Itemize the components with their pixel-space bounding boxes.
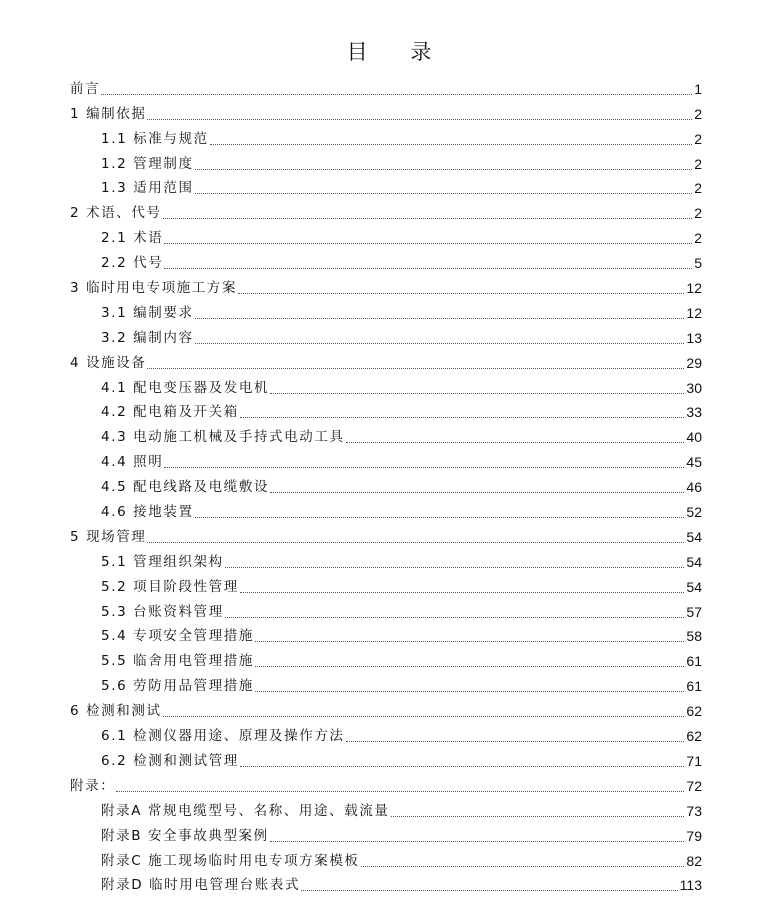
toc-section-entry[interactable] bbox=[0, 749, 778, 774]
toc-page-number: 62 bbox=[686, 728, 702, 745]
toc-page-number: 33 bbox=[686, 404, 702, 421]
toc-entry-label: 1.3 适用范围 bbox=[101, 180, 194, 197]
toc-dot-leader bbox=[210, 144, 693, 145]
toc-section-entry[interactable] bbox=[0, 824, 778, 849]
toc-entry-label: 4.4 照明 bbox=[101, 454, 164, 471]
toc-dot-leader bbox=[240, 766, 685, 767]
toc-entry-label: 5.1 管理组织架构 bbox=[101, 553, 224, 570]
toc-dot-leader bbox=[195, 193, 693, 194]
toc-page-number: 73 bbox=[686, 802, 702, 819]
toc-page-number: 1 bbox=[694, 80, 702, 97]
toc-entry-label: 4.3 电动施工机械及手持式电动工具 bbox=[101, 429, 345, 446]
toc-page-number: 62 bbox=[686, 703, 702, 720]
toc-entry-label: 4 设施设备 bbox=[70, 354, 147, 371]
toc-chapter-entry[interactable] bbox=[0, 102, 778, 127]
toc-page-number: 57 bbox=[686, 603, 702, 620]
toc-page-number: 2 bbox=[694, 230, 702, 247]
toc-page-number: 52 bbox=[686, 504, 702, 521]
toc-page-number: 2 bbox=[694, 155, 702, 172]
toc-section-entry[interactable] bbox=[0, 600, 778, 625]
toc-dot-leader bbox=[195, 517, 685, 518]
toc-entry-label: 附录D 临时用电管理台账表式 bbox=[101, 877, 301, 894]
toc-page-number: 2 bbox=[694, 105, 702, 122]
toc-chapter-entry[interactable] bbox=[0, 77, 778, 102]
toc-entry-label: 4.1 配电变压器及发电机 bbox=[101, 379, 270, 396]
toc-page-number: 54 bbox=[686, 528, 702, 545]
toc-entry-label: 6.2 检测和测试管理 bbox=[101, 752, 239, 769]
toc-page-number: 40 bbox=[686, 429, 702, 446]
toc-entry-label: 2.1 术语 bbox=[101, 230, 164, 247]
toc-entry-label: 6 检测和测试 bbox=[70, 703, 162, 720]
toc-section-entry[interactable] bbox=[0, 226, 778, 251]
toc-entry-label: 4.6 接地装置 bbox=[101, 504, 194, 521]
toc-section-entry[interactable] bbox=[0, 127, 778, 152]
toc-entry-label: 3 临时用电专项施工方案 bbox=[70, 280, 238, 297]
toc-page-number: 13 bbox=[686, 329, 702, 346]
toc-chapter-entry[interactable] bbox=[0, 276, 778, 301]
toc-page-number: 82 bbox=[686, 852, 702, 869]
toc-dot-leader bbox=[346, 741, 685, 742]
toc-section-entry[interactable] bbox=[0, 401, 778, 426]
toc-entry-label: 附录： bbox=[70, 777, 116, 794]
toc-dot-leader bbox=[270, 492, 684, 493]
toc-dot-leader bbox=[101, 94, 692, 95]
toc-dot-leader bbox=[195, 343, 685, 344]
toc-entry-label: 1.2 管理制度 bbox=[101, 155, 194, 172]
toc-page-number: 5 bbox=[694, 255, 702, 272]
toc-page-number: 2 bbox=[694, 130, 702, 147]
toc-section-entry[interactable] bbox=[0, 376, 778, 401]
toc-entry-label: 附录A 常规电缆型号、名称、用途、载流量 bbox=[101, 802, 390, 819]
toc-dot-leader bbox=[238, 293, 684, 294]
toc-dot-leader bbox=[240, 592, 685, 593]
toc-dot-leader bbox=[195, 318, 685, 319]
toc-entry-label: 2.2 代号 bbox=[101, 255, 164, 272]
toc-entry-label: 1.1 标准与规范 bbox=[101, 130, 209, 147]
toc-entry-label: 5 现场管理 bbox=[70, 528, 147, 545]
toc-chapter-entry[interactable] bbox=[0, 525, 778, 550]
toc-entry-label: 5.4 专项安全管理措施 bbox=[101, 628, 254, 645]
toc-page-number: 61 bbox=[686, 653, 702, 670]
toc-section-entry[interactable] bbox=[0, 575, 778, 600]
toc-page-number: 46 bbox=[686, 479, 702, 496]
toc-entry-label: 6.1 检测仪器用途、原理及操作方法 bbox=[101, 728, 345, 745]
toc-chapter-entry[interactable] bbox=[0, 774, 778, 799]
toc-page-number: 61 bbox=[686, 678, 702, 695]
toc-section-entry[interactable] bbox=[0, 500, 778, 525]
toc-page-number: 71 bbox=[686, 752, 702, 769]
toc-page-number: 113 bbox=[679, 877, 702, 894]
toc-dot-leader bbox=[301, 890, 678, 891]
toc-page-number: 54 bbox=[686, 553, 702, 570]
toc-dot-leader bbox=[225, 567, 685, 568]
toc-page-number: 72 bbox=[686, 777, 702, 794]
toc-page-number: 54 bbox=[686, 578, 702, 595]
toc-dot-leader bbox=[270, 393, 684, 394]
toc-section-entry[interactable] bbox=[0, 849, 778, 874]
toc-entry-label: 附录B 安全事故典型案例 bbox=[101, 827, 269, 844]
toc-dot-leader bbox=[361, 866, 685, 867]
toc-section-entry[interactable] bbox=[0, 450, 778, 475]
toc-dot-leader bbox=[147, 368, 684, 369]
toc-dot-leader bbox=[270, 841, 685, 842]
toc-section-entry[interactable] bbox=[0, 251, 778, 276]
toc-page-number: 30 bbox=[686, 379, 702, 396]
toc-section-entry[interactable] bbox=[0, 874, 778, 899]
toc-dot-leader bbox=[147, 119, 692, 120]
toc-entry-label: 附录C 施工现场临时用电专项方案模板 bbox=[101, 852, 360, 869]
toc-entry-label: 5.3 台账资料管理 bbox=[101, 603, 224, 620]
toc-dot-leader bbox=[255, 666, 684, 667]
toc-chapter-entry[interactable] bbox=[0, 699, 778, 724]
toc-dot-leader bbox=[164, 243, 692, 244]
toc-section-entry[interactable] bbox=[0, 425, 778, 450]
toc-page-number: 2 bbox=[694, 205, 702, 222]
toc-dot-leader bbox=[116, 791, 684, 792]
toc-chapter-entry[interactable] bbox=[0, 201, 778, 226]
toc-page-number: 58 bbox=[686, 628, 702, 645]
toc-dot-leader bbox=[391, 816, 685, 817]
toc-entry-label: 1 编制依据 bbox=[70, 105, 147, 122]
toc-section-entry[interactable] bbox=[0, 799, 778, 824]
toc-entry-label: 前言 bbox=[70, 80, 101, 97]
toc-entry-label: 5.2 项目阶段性管理 bbox=[101, 578, 239, 595]
toc-dot-leader bbox=[255, 691, 684, 692]
toc-dot-leader bbox=[163, 716, 685, 717]
page-title: 目 录 bbox=[346, 40, 450, 64]
toc-section-entry[interactable] bbox=[0, 649, 778, 674]
toc-dot-leader bbox=[255, 641, 684, 642]
toc-entry-label: 4.5 配电线路及电缆敷设 bbox=[101, 479, 270, 496]
toc-entry-label: 3.1 编制要求 bbox=[101, 304, 194, 321]
toc-page-number: 12 bbox=[686, 280, 702, 297]
toc-page-number: 45 bbox=[686, 454, 702, 471]
toc-page-number: 12 bbox=[686, 304, 702, 321]
toc-section-entry[interactable] bbox=[0, 475, 778, 500]
toc-section-entry[interactable] bbox=[0, 674, 778, 699]
toc-dot-leader bbox=[225, 617, 685, 618]
toc-section-entry[interactable] bbox=[0, 301, 778, 326]
toc-entry-label: 2 术语、代号 bbox=[70, 205, 162, 222]
toc-section-entry[interactable] bbox=[0, 724, 778, 749]
toc-chapter-entry[interactable] bbox=[0, 351, 778, 376]
toc-entry-label: 4.2 配电箱及开关箱 bbox=[101, 404, 239, 421]
toc-entry-label: 5.5 临舍用电管理措施 bbox=[101, 653, 254, 670]
toc-dot-leader bbox=[346, 442, 685, 443]
toc-section-entry[interactable] bbox=[0, 326, 778, 351]
toc-dot-leader bbox=[164, 467, 684, 468]
toc-entry-label: 5.6 劳防用品管理措施 bbox=[101, 678, 254, 695]
toc-page-number: 29 bbox=[686, 354, 702, 371]
toc-section-entry[interactable] bbox=[0, 152, 778, 177]
toc-dot-leader bbox=[164, 268, 692, 269]
toc-page-number: 79 bbox=[686, 827, 702, 844]
toc-dot-leader bbox=[240, 417, 685, 418]
toc-section-entry[interactable] bbox=[0, 625, 778, 650]
toc-page-number: 2 bbox=[694, 180, 702, 197]
toc-dot-leader bbox=[163, 218, 693, 219]
toc-section-entry[interactable] bbox=[0, 550, 778, 575]
toc-section-entry[interactable] bbox=[0, 177, 778, 202]
toc-dot-leader bbox=[195, 169, 693, 170]
toc-entry-label: 3.2 编制内容 bbox=[101, 329, 194, 346]
toc-dot-leader bbox=[147, 542, 684, 543]
table-of-contents bbox=[0, 77, 778, 898]
